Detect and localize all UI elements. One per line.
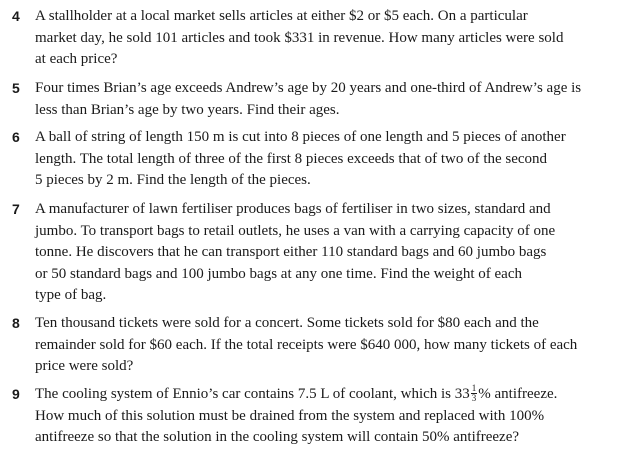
problem-line: [35, 384, 620, 406]
problem-text: [35, 199, 620, 307]
fraction-denominator: 3: [471, 393, 477, 404]
problem-number: 6: [12, 129, 20, 145]
problem-number: 8: [12, 315, 20, 331]
problem-text: [35, 313, 620, 378]
problem-line: jumbo. To transport bags to retail outlets, he uses a van with a carrying capacity of one: [35, 222, 556, 239]
problem-line: A manufacturer of lawn fertiliser produces bags of fertiliser in two sizes, standard and: [35, 201, 551, 217]
problem-line: market day, he sold 101 articles and took $331 in revenue. How many articles were sold: [35, 29, 564, 46]
problem-text: [35, 127, 620, 192]
problem-line: less than Brian’s age by two years. Find their ages.: [35, 101, 340, 118]
problem-line: A ball of string of length 150 m is cut into 8 pieces of one length and 5 pieces of another: [35, 129, 566, 145]
problem-line: How much of this solution must be drained from the system and replaced with 100%: [35, 407, 545, 424]
fraction-numerator: 1: [471, 383, 477, 394]
problem-line: 5 pieces by 2 m. Find the length of the pieces.: [35, 172, 311, 188]
problem-text: [35, 384, 620, 449]
problem-number: 4: [12, 8, 20, 24]
problem-line: A stallholder at a local market sells articles at either $2 or $5 each. On a particular: [35, 8, 528, 24]
problem-line-start: The cooling system of Ennio’s car contains 7.5 L of coolant, which is 33: [35, 386, 470, 402]
problem-text: [35, 78, 620, 121]
problem-line: antifreeze so that the solution in the cooling system will contain 50% antifreeze?: [35, 429, 520, 445]
problem-line-end: % antifreeze.: [478, 386, 558, 402]
problem-line: price were sold?: [35, 358, 134, 374]
problem-number: 5: [12, 80, 20, 96]
problem-line: type of bag.: [35, 287, 107, 303]
problem-line: Ten thousand tickets were sold for a concert. Some tickets sold for $80 each and the: [35, 315, 539, 331]
problem-line: tonne. He discovers that he can transport either 110 standard bags and 60 jumbo bags: [35, 244, 547, 260]
problem-line: or 50 standard bags and 100 jumbo bags at any one time. Find the weight of each: [35, 265, 522, 282]
problem-line: Four times Brian’s age exceeds Andrew’s age by 20 years and one-third of Andrew’s age is: [35, 80, 582, 96]
fraction-one-third: [471, 384, 478, 403]
problem-text: [35, 6, 620, 71]
problem-line: remainder sold for $60 each. If the total receipts were $640 000, how many tickets of each: [35, 336, 578, 353]
problem-number: 7: [12, 201, 20, 217]
problem-number: 9: [12, 386, 20, 402]
problem-line: at each price?: [35, 51, 118, 67]
problem-line: length. The total length of three of the first 8 pieces exceeds that of two of the second: [35, 150, 548, 167]
